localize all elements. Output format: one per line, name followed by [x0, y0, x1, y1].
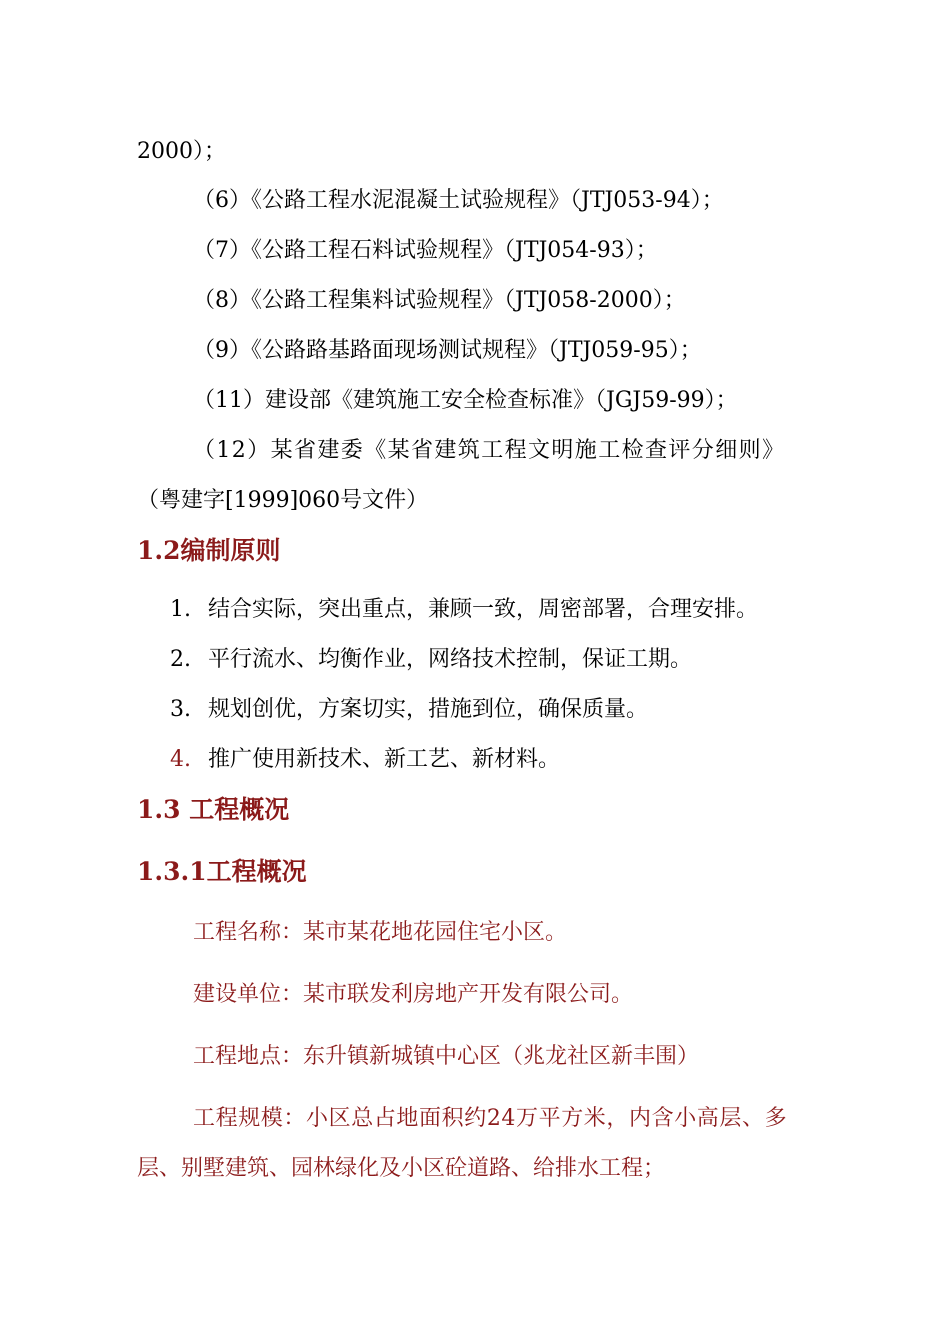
- reference-item-11: （11）建设部《建筑施工安全检查标准》（JGJ59-99）；: [193, 388, 738, 413]
- principle-item-2: [170, 645, 692, 675]
- project-builder-label: 建设单位：: [193, 982, 304, 1007]
- reference-item-7: （7）《公路工程石料试验规程》（JTJ054-93）；: [193, 238, 658, 263]
- project-scale-label: 工程规模：: [193, 1106, 307, 1131]
- principle-item-1: [170, 595, 758, 625]
- principle-item-3: [170, 695, 648, 725]
- section-heading-1-2: 1.2编制原则: [137, 536, 281, 565]
- principle-text: 平行流水、均衡作业，网络技术控制，保证工期。: [208, 647, 693, 672]
- principle-number: 1.: [170, 597, 191, 622]
- project-name: [193, 918, 567, 948]
- reference-item-6: （6）《公路工程水泥混凝土试验规程》（JTJ053-94）；: [193, 188, 724, 213]
- project-scale-value: 小区总占地面积约24万平方米，内含小高层、多: [306, 1106, 788, 1131]
- principle-text: 推广使用新技术、新工艺、新材料。: [208, 747, 561, 772]
- project-site-value: 东升镇新城镇中心区（兆龙社区新丰围）: [303, 1044, 700, 1069]
- principle-item-4: [170, 745, 560, 775]
- project-scale-continuation: 层、别墅建筑、园林绿化及小区砼道路、给排水工程；: [137, 1156, 666, 1181]
- reference-item-8: （8）《公路工程集料试验规程》（JTJ058-2000）；: [193, 288, 686, 313]
- project-name-label: 工程名称：: [193, 920, 304, 945]
- project-builder-value: 某市联发利房地产开发有限公司。: [303, 982, 634, 1007]
- principle-number: 3.: [170, 697, 191, 722]
- project-site: [193, 1042, 699, 1072]
- project-scale: [193, 1104, 787, 1134]
- section-heading-1-3-1: 1.3.1工程概况: [137, 857, 307, 886]
- section-heading-1-3: 1.3 工程概况: [137, 795, 290, 824]
- principle-text: 规划创优，方案切实，措施到位，确保质量。: [208, 697, 649, 722]
- principle-text: 结合实际，突出重点，兼顾一致，周密部署，合理安排。: [208, 597, 759, 622]
- reference-continuation: 2000）；: [137, 139, 226, 164]
- reference-item-9: （9）《公路路基路面现场测试规程》（JTJ059-95）；: [193, 338, 702, 363]
- project-name-value: 某市某花地花园住宅小区。: [303, 920, 568, 945]
- principle-number: 4.: [170, 747, 191, 772]
- reference-item-12: （12）某省建委《某省建筑工程文明施工检查评分细则》: [193, 438, 786, 463]
- project-builder: [193, 980, 633, 1010]
- reference-item-12-continuation: （粤建字[1999]060号文件）: [137, 488, 429, 513]
- principle-number: 2.: [170, 647, 191, 672]
- project-site-label: 工程地点：: [193, 1044, 304, 1069]
